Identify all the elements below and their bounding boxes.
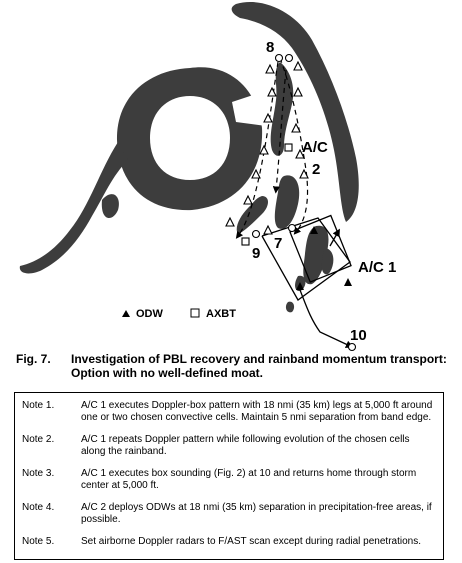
figure-caption-text: Investigation of PBL recovery and rainband momentum transport: Option with no well-defined moat.	[71, 352, 447, 380]
legend	[122, 308, 236, 320]
legend-odw-icon	[122, 310, 130, 317]
notes-box	[14, 392, 444, 560]
eyewall-ring	[117, 67, 262, 210]
label-point-10: 10	[350, 327, 367, 344]
note-text: Set airborne Doppler radars to F/AST scan except during radial penetrations.	[81, 536, 421, 547]
note-label: Note 3.	[22, 468, 55, 479]
note-label: Note 4.	[22, 502, 55, 513]
label-ac2-line1: A/C	[302, 139, 328, 156]
legend-odw-label: ODW	[136, 308, 163, 320]
label-point-7: 7	[274, 235, 283, 252]
label-ac2-line2: 2	[312, 161, 321, 178]
note-label: Note 1.	[22, 400, 55, 411]
figure-number: Fig. 7.	[16, 352, 51, 366]
note-label: Note 5.	[22, 536, 55, 547]
note-text: A/C 1 executes Doppler-box pattern with 18 nmi (35 km) legs at 5,000 ft around one or two chosen convective cells. Maintain 5 nmi separation from band edge.	[81, 400, 433, 423]
label-point-8: 8	[266, 39, 275, 56]
legend-axbt-icon	[191, 309, 199, 317]
inner-band-cells	[271, 62, 294, 156]
legend-axbt-label: AXBT	[206, 308, 236, 320]
label-ac1: A/C 1	[358, 259, 397, 276]
label-point-9: 9	[252, 245, 261, 262]
note-text: A/C 1 executes box sounding (Fig. 2) at 10 and returns home through storm center at 5,000 ft.	[81, 468, 417, 491]
note-text: A/C 1 repeats Doppler pattern while following evolution of the chosen cells along the rainband.	[81, 434, 410, 457]
note-text: A/C 2 deploys ODWs at 18 nmi (35 km) separation in precipitation-free areas, if possible.	[81, 502, 432, 525]
note-label: Note 2.	[22, 434, 55, 445]
